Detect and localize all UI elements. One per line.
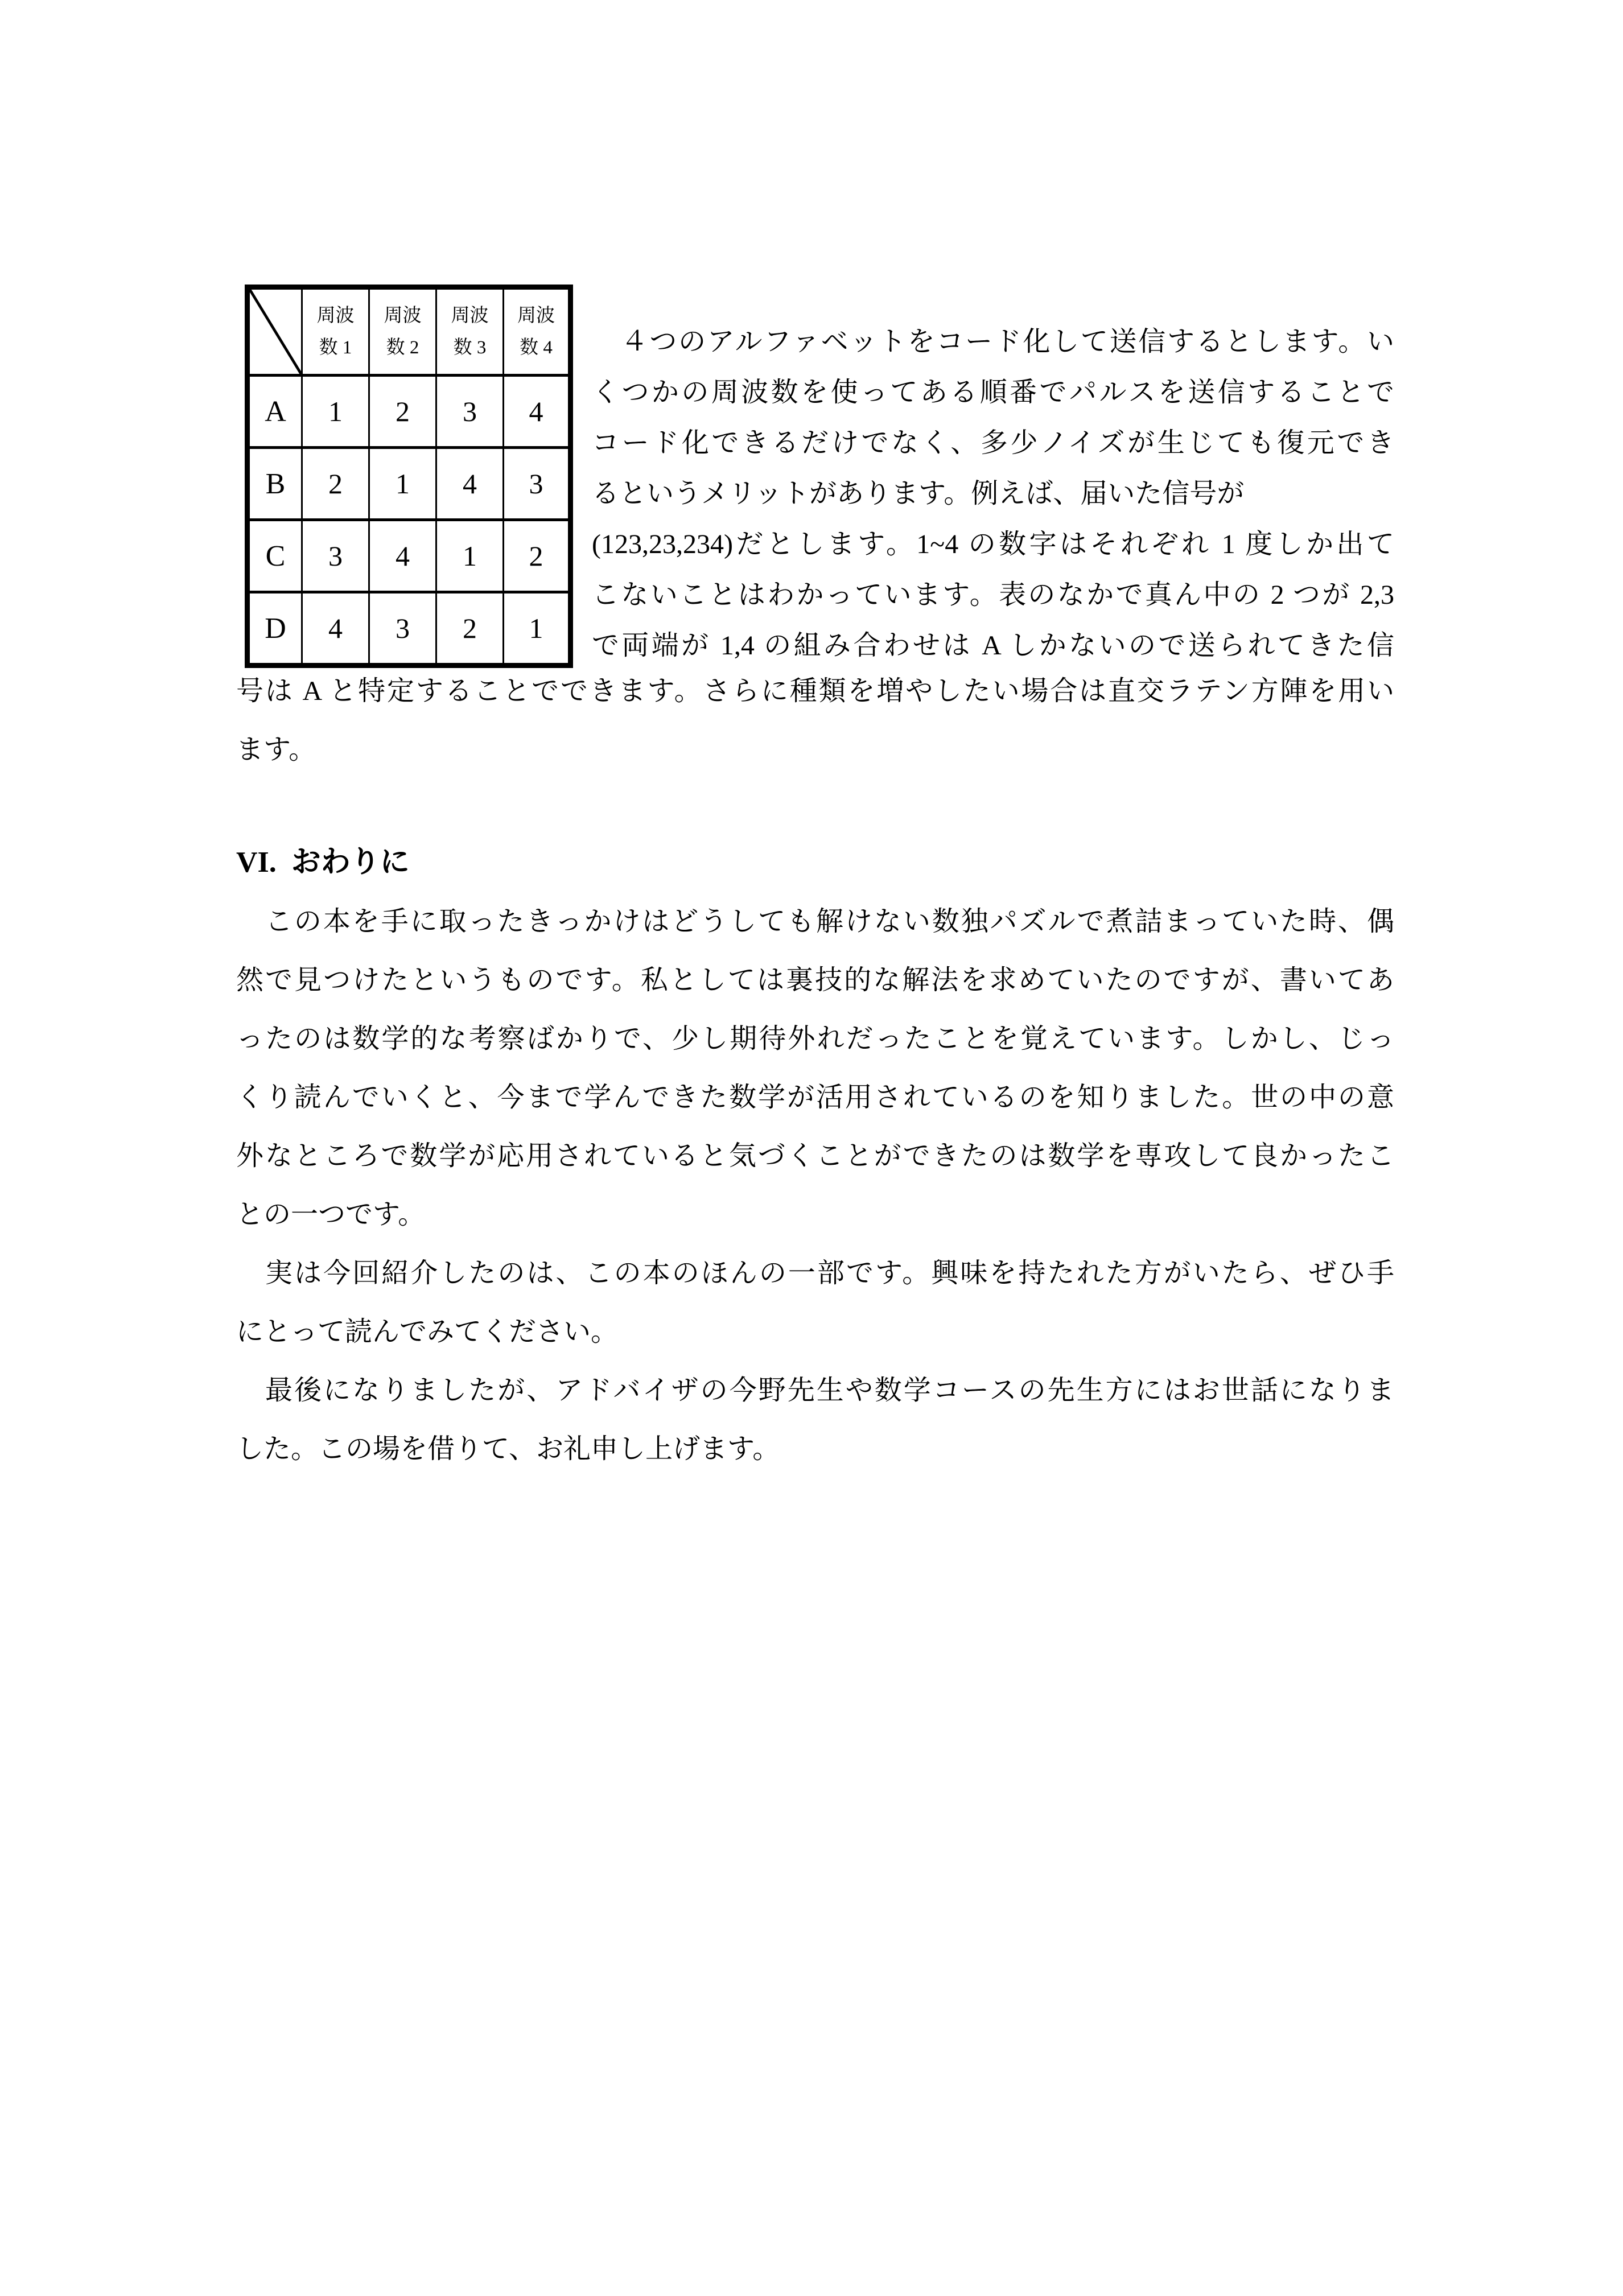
col-header — [504, 287, 571, 376]
text-line: 号は A と特定することでできます。さらに種類を増やしたい場合は直交ラテン方陣を用い — [236, 676, 1394, 706]
col-header — [436, 287, 504, 376]
col-header — [302, 287, 369, 376]
table-cell: 2 — [369, 376, 436, 448]
table-cell: 3 — [504, 448, 571, 520]
table-cell: 3 — [436, 376, 504, 448]
body-line: との一つです。 — [236, 1199, 426, 1230]
table-cell: 1 — [504, 592, 571, 666]
text-line: ４つのアルファベットをコード化して送信するとします。い — [592, 327, 1394, 357]
text-line: (123,23,234)だとします。1~4 の数字はそれぞれ 1 度しか出て — [592, 529, 1394, 559]
table-cell: 1 — [436, 520, 504, 592]
table-cell: 2 — [302, 448, 369, 520]
col-header-text: 数 4 — [520, 337, 553, 358]
frequency-table — [245, 285, 573, 668]
body-line: ったのは数学的な考察ばかりで、少し期待外れだったことを覚えています。しかし、じっ — [236, 1024, 1394, 1054]
body-line: この本を手に取ったきっかけはどうしても解けない数独パズルで煮詰まっていた時、偶 — [236, 906, 1394, 937]
text-line: ます。 — [236, 735, 316, 765]
body-line: くり読んでいくと、今まで学んできた数学が活用されているのを知りました。世の中の意 — [236, 1082, 1394, 1112]
table-row — [248, 592, 571, 666]
body-line: にとって読んでみてください。 — [236, 1317, 619, 1347]
table-cell: 4 — [302, 592, 369, 666]
table-cell: 1 — [302, 376, 369, 448]
table-row — [248, 520, 571, 592]
text-line: で両端が 1,4 の組み合わせは A しかないので送られてきた信 — [592, 630, 1394, 661]
text-line: くつかの周波数を使ってある順番でパルスを送信することで — [592, 377, 1395, 407]
row-header: D — [248, 592, 302, 666]
row-header: C — [248, 520, 302, 592]
table-cell: 1 — [369, 448, 436, 520]
col-header-text: 数 3 — [453, 337, 487, 358]
row-header: B — [248, 448, 302, 520]
paragraph-continuation — [236, 662, 1394, 779]
col-header-text: 周波 — [384, 306, 422, 326]
body-line: 最後になりましたが、アドバイザの今野先生や数学コースの先生方にはお世話になりま — [236, 1375, 1394, 1405]
diagonal-line — [250, 290, 301, 374]
table-cell: 2 — [504, 520, 571, 592]
body-line: した。この場を借りて、お礼申し上げます。 — [236, 1434, 780, 1464]
body-line: 然で見つけたというものです。私としては裏技的な解法を求めていたのですが、書いてあ — [236, 965, 1394, 995]
table-row — [248, 448, 571, 520]
table-corner-cell — [248, 287, 302, 376]
text-line: るというメリットがあります。例えば、届いた信号が — [592, 479, 1245, 509]
col-header-text: 数 1 — [319, 337, 352, 358]
text-line: コード化できるだけでなく、多少ノイズが生じても復元でき — [592, 428, 1394, 458]
paragraph-beside-table — [592, 316, 1394, 671]
section-body — [236, 892, 1394, 1478]
section-heading: VI. おわりに — [236, 846, 410, 879]
row-header: A — [248, 376, 302, 448]
col-header — [369, 287, 436, 376]
col-header-text: 数 2 — [386, 337, 419, 358]
table-row — [248, 376, 571, 448]
col-header-text: 周波 — [316, 306, 355, 326]
table-cell: 4 — [436, 448, 504, 520]
table-cell: 3 — [302, 520, 369, 592]
body-line: 外なところで数学が応用されていると気づくことができたのは数学を専攻して良かったこ — [236, 1141, 1394, 1171]
text-line: こないことはわかっています。表のなかで真ん中の 2 つが 2,3 — [592, 580, 1394, 610]
table-cell: 4 — [504, 376, 571, 448]
table-cell: 4 — [369, 520, 436, 592]
col-header-text: 周波 — [451, 306, 489, 326]
table-cell: 3 — [369, 592, 436, 666]
table-header-row — [248, 287, 571, 376]
body-line: 実は今回紹介したのは、この本のほんの一部です。興味を持たれた方がいたら、ぜひ手 — [236, 1258, 1394, 1288]
col-header-text: 周波 — [517, 306, 555, 326]
table-cell: 2 — [436, 592, 504, 666]
